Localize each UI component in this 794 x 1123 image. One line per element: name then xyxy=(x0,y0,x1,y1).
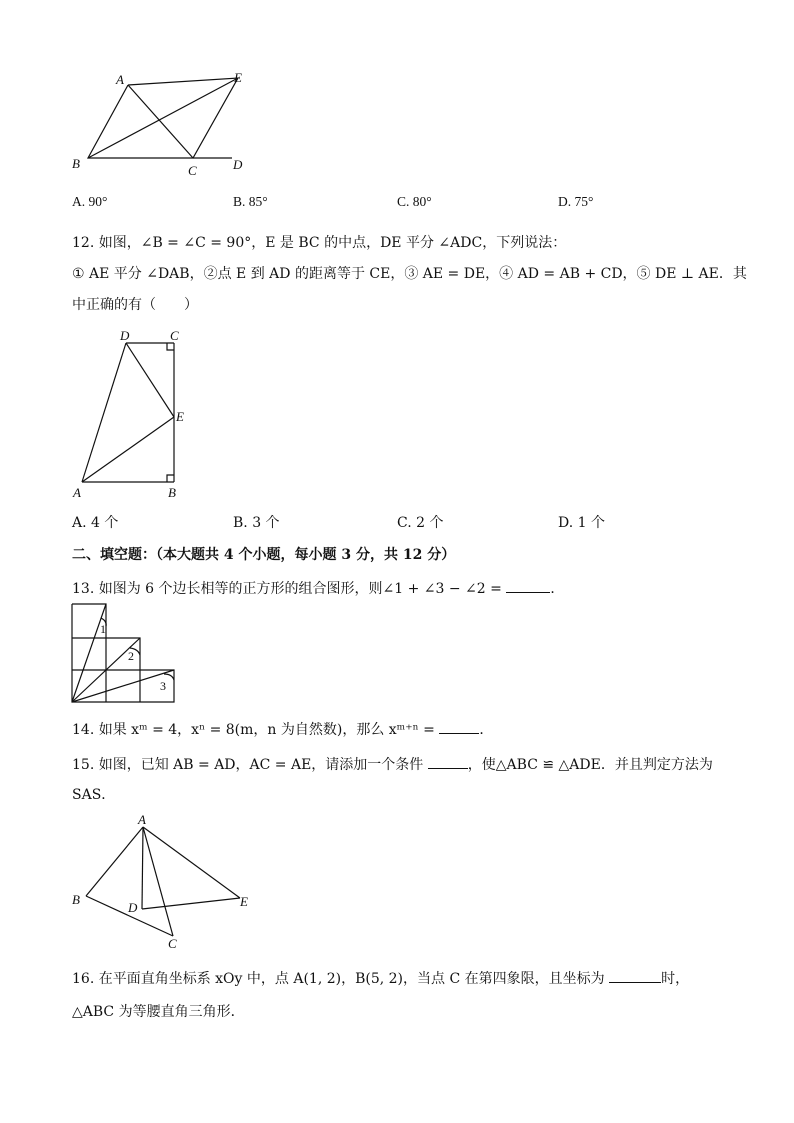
label-c: C xyxy=(168,936,177,951)
segment-ae xyxy=(143,827,240,898)
right-angle-b xyxy=(167,475,174,482)
label-b: B xyxy=(168,485,176,500)
label-e: E xyxy=(240,894,248,909)
q11-option-c: C. 80° xyxy=(397,194,432,209)
label-e: E xyxy=(234,70,242,85)
q13-text: 13. 如图为 6 个边长相等的正方形的组合图形，则∠1 + ∠3 − ∠2 = xyxy=(72,581,502,597)
segment-ad xyxy=(82,343,126,482)
q12-option-b: B. 3 个 xyxy=(233,515,280,531)
q16-text-a: 16. 在平面直角坐标系 xOy 中，点 A(1, 2)，B(5, 2)，当点 C 在第四象限，且坐标为 xyxy=(72,971,605,987)
q15-stem-line1 xyxy=(72,754,713,774)
q16-stem-line1 xyxy=(72,968,689,988)
label-a: A xyxy=(138,812,146,827)
q16-answer-blank[interactable] xyxy=(609,968,661,983)
q11-option-b: B. 85° xyxy=(233,194,268,209)
angle-label-1: 1 xyxy=(100,622,106,636)
figure-parallelogram xyxy=(60,65,260,185)
q12-option-d: D. 1 个 xyxy=(558,515,605,531)
diagonal-3 xyxy=(72,670,174,702)
q16-text-b: 时， xyxy=(661,971,690,987)
q12-stem-line2: ① AE 平分 ∠DAB，②点 E 到 AD 的距离等于 CE，③ AE = DE，④ AD = AB + CD，⑤ DE ⊥ AE．其 xyxy=(72,266,747,282)
q14-text: 14. 如果 xᵐ = 4，xⁿ = 8(m，n 为自然数)，那么 xᵐ⁺ⁿ = xyxy=(72,722,435,738)
segment-ae xyxy=(82,417,174,482)
segment-ab xyxy=(86,827,143,896)
q13-stem xyxy=(72,578,564,598)
angle-label-3: 3 xyxy=(160,679,166,693)
label-c: C xyxy=(188,163,197,178)
label-c: C xyxy=(170,328,179,343)
figure-squares xyxy=(72,604,182,704)
q15-text-b: ，使△ABC ≌ △ADE．并且判定方法为 xyxy=(467,757,713,773)
figure-triangles xyxy=(68,812,268,952)
label-b: B xyxy=(72,892,80,907)
label-e: E xyxy=(176,409,184,424)
label-b: B xyxy=(72,156,80,171)
label-a: A xyxy=(73,485,81,500)
q13-end: ． xyxy=(550,581,565,597)
diagonal-ac xyxy=(128,85,193,158)
q12-stem-line1: 12. 如图，∠B = ∠C = 90°，E 是 BC 的中点，DE 平分 ∠ADC，下列说法： xyxy=(72,235,567,251)
figure-trapezoid xyxy=(68,325,198,505)
q14-stem xyxy=(72,719,493,739)
label-d: D xyxy=(120,328,130,343)
angle-label-2: 2 xyxy=(128,649,134,663)
q14-end: ． xyxy=(479,722,494,738)
label-d: D xyxy=(128,900,138,915)
segment-de xyxy=(126,343,174,417)
q14-answer-blank[interactable] xyxy=(439,719,479,734)
q11-option-d: D. 75° xyxy=(558,194,594,209)
label-a: A xyxy=(116,72,124,87)
segment-ad xyxy=(142,827,143,909)
q12-option-a: A. 4 个 xyxy=(72,515,119,531)
segment-ac xyxy=(143,827,173,936)
q15-answer-blank[interactable] xyxy=(428,754,468,769)
q12-option-c: C. 2 个 xyxy=(397,515,444,531)
q11-option-a: A. 90° xyxy=(72,194,108,209)
section-heading: 二、填空题：（本大题共 4 个小题，每小题 3 分，共 12 分） xyxy=(72,547,456,563)
q16-stem-line2: △ABC 为等腰直角三角形． xyxy=(72,1004,245,1020)
label-d: D xyxy=(233,157,243,172)
diagonal-1 xyxy=(72,604,106,702)
q13-answer-blank[interactable] xyxy=(506,578,550,593)
q12-stem-line3: 中正确的有（ ） xyxy=(72,297,198,313)
segment-de xyxy=(142,898,240,909)
right-angle-c xyxy=(167,343,174,350)
q15-text-a: 15. 如图，已知 AB = AD，AC = AE，请添加一个条件 xyxy=(72,757,424,773)
q15-stem-line2: SAS． xyxy=(72,787,116,803)
